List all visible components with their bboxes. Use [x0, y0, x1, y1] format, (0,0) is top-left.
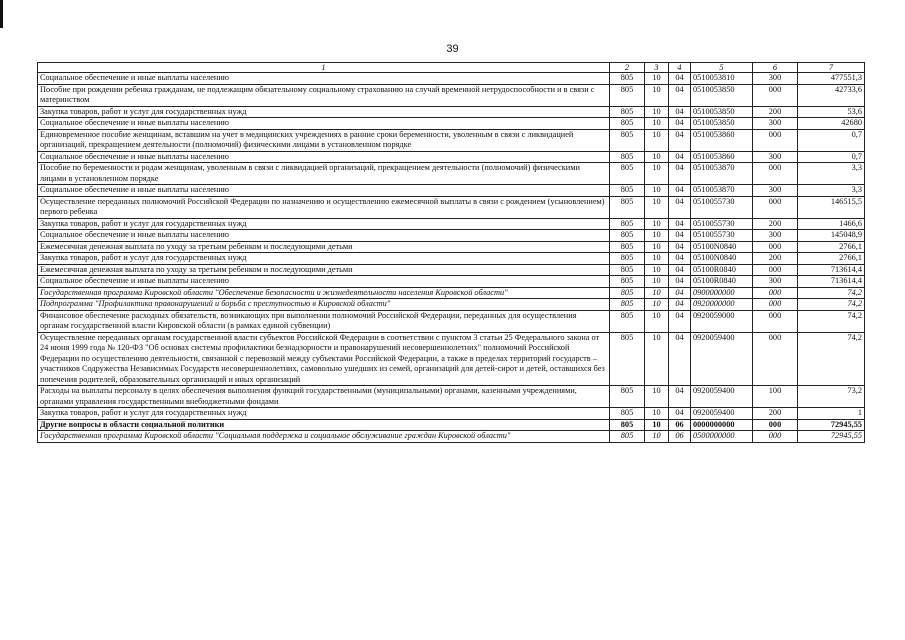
- cell-amount: 713614,4: [798, 264, 865, 276]
- cell-expense-type: 200: [753, 218, 798, 230]
- cell-expense-type: 300: [753, 185, 798, 197]
- row-description: Финансовое обеспечение расходных обязательств, возникающих при выполнении полномочий Российской Федерации, переданных для осуществления органам государственной власти Кировской области (в рамках единой субвенции): [38, 310, 610, 332]
- table-header-row: [38, 63, 865, 73]
- cell-section: 10: [645, 287, 669, 299]
- cell-amount: 74,2: [798, 299, 865, 311]
- column-header: 7: [798, 63, 865, 73]
- column-header: 2: [610, 63, 645, 73]
- cell-subsection: 04: [669, 196, 691, 218]
- cell-department: 805: [610, 253, 645, 265]
- cell-subsection: 04: [669, 230, 691, 242]
- table-row: [38, 151, 865, 163]
- cell-section: 10: [645, 386, 669, 408]
- cell-amount: 1466,6: [798, 218, 865, 230]
- cell-department: 805: [610, 196, 645, 218]
- row-description: Осуществление переданных полномочий Российской Федерации по назначению и осуществлению ежемесячной выплаты в связи с рождением (усыновлением) первого ребенка: [38, 196, 610, 218]
- cell-subsection: 04: [669, 151, 691, 163]
- cell-subsection: 04: [669, 253, 691, 265]
- cell-department: 805: [610, 118, 645, 130]
- cell-department: 805: [610, 230, 645, 242]
- cell-section: 10: [645, 299, 669, 311]
- cell-target-article: 0510053850: [691, 118, 753, 130]
- cell-target-article: 05100N0840: [691, 241, 753, 253]
- cell-section: 10: [645, 218, 669, 230]
- row-description: Закупка товаров, работ и услуг для государственных нужд: [38, 253, 610, 265]
- row-description: Расходы на выплаты персоналу в целях обеспечения выполнения функций государственными (муниципальными) органами, казенными учреждениями, органами управления государственными внебюджетными фондами: [38, 386, 610, 408]
- cell-subsection: 04: [669, 118, 691, 130]
- cell-expense-type: 000: [753, 129, 798, 151]
- row-description: Пособие по беременности и родам женщинам, уволенным в связи с ликвидацией организаций, прекращением деятельности (полномочий) физическими лицами в установленном порядке: [38, 163, 610, 185]
- cell-amount: 42680: [798, 118, 865, 130]
- cell-amount: 2766,1: [798, 253, 865, 265]
- cell-target-article: 0510055730: [691, 230, 753, 242]
- cell-department: 805: [610, 431, 645, 443]
- cell-subsection: 04: [669, 264, 691, 276]
- cell-target-article: 0920059400: [691, 332, 753, 386]
- cell-section: 10: [645, 253, 669, 265]
- cell-department: 805: [610, 287, 645, 299]
- cell-expense-type: 000: [753, 241, 798, 253]
- cell-expense-type: 300: [753, 276, 798, 288]
- cell-expense-type: 300: [753, 151, 798, 163]
- cell-target-article: 0900000000: [691, 287, 753, 299]
- cell-amount: 74,2: [798, 310, 865, 332]
- table-row: [38, 253, 865, 265]
- cell-section: 10: [645, 84, 669, 106]
- row-description: Ежемесячная денежная выплата по уходу за третьим ребенком и последующими детьми: [38, 241, 610, 253]
- cell-expense-type: 000: [753, 310, 798, 332]
- cell-department: 805: [610, 185, 645, 197]
- row-description: Социальное обеспечение и иные выплаты населению: [38, 230, 610, 242]
- cell-department: 805: [610, 310, 645, 332]
- cell-section: 10: [645, 185, 669, 197]
- cell-target-article: 0920059400: [691, 386, 753, 408]
- cell-amount: 3,3: [798, 163, 865, 185]
- cell-target-article: 0510053810: [691, 73, 753, 85]
- cell-section: 10: [645, 241, 669, 253]
- table-row: [38, 241, 865, 253]
- cell-target-article: 0920059000: [691, 310, 753, 332]
- cell-subsection: 04: [669, 241, 691, 253]
- cell-expense-type: 000: [753, 163, 798, 185]
- table-row: [38, 332, 865, 386]
- row-description: Закупка товаров, работ и услуг для государственных нужд: [38, 218, 610, 230]
- cell-section: 10: [645, 310, 669, 332]
- table-row: [38, 419, 865, 431]
- table-row: [38, 73, 865, 85]
- row-description: Подпрограмма "Профилактика правонарушений и борьба с преступностью в Кировской области": [38, 299, 610, 311]
- cell-subsection: 04: [669, 310, 691, 332]
- column-header: 6: [753, 63, 798, 73]
- cell-expense-type: 300: [753, 73, 798, 85]
- row-description: Социальное обеспечение и иные выплаты населению: [38, 276, 610, 288]
- cell-section: 10: [645, 230, 669, 242]
- cell-department: 805: [610, 276, 645, 288]
- cell-section: 10: [645, 408, 669, 420]
- cell-amount: 0,7: [798, 129, 865, 151]
- cell-department: 805: [610, 241, 645, 253]
- table-body: [38, 73, 865, 443]
- cell-section: 10: [645, 151, 669, 163]
- cell-expense-type: 200: [753, 408, 798, 420]
- table-row: [38, 106, 865, 118]
- row-description: Ежемесячная денежная выплата по уходу за третьим ребенком и последующими детьми: [38, 264, 610, 276]
- cell-amount: 74,2: [798, 287, 865, 299]
- cell-subsection: 04: [669, 106, 691, 118]
- cell-department: 805: [610, 84, 645, 106]
- row-description: Осуществление переданных органам государственной власти субъектов Российской Федерации в соответствии с пунктом 3 статьи 25 Федерального закона от 24 июня 1999 года № 120-ФЗ "Об основах системы профилактики безнадзорности и правонарушений несовершеннолетних" полномочий Российской Федерации по осуществлению деятельности, связанной с перевозкой между субъектами Российской Федерации, а также в пределах территорий государств – участников Содружества Независимых Государств несовершеннолетних, самовольно ушедших из семей, организаций для детей-сирот и детей, оставшихся без попечения родителей, образовательных организаций и иных организаций: [38, 332, 610, 386]
- cell-target-article: 0510053860: [691, 129, 753, 151]
- column-header: 4: [669, 63, 691, 73]
- cell-target-article: 0920059400: [691, 408, 753, 420]
- cell-target-article: 05100R0840: [691, 264, 753, 276]
- cell-subsection: 04: [669, 332, 691, 386]
- cell-expense-type: 000: [753, 299, 798, 311]
- cell-target-article: 0510055730: [691, 196, 753, 218]
- cell-target-article: 0510053870: [691, 163, 753, 185]
- cell-amount: 53,6: [798, 106, 865, 118]
- cell-expense-type: 000: [753, 264, 798, 276]
- table-row: [38, 230, 865, 242]
- cell-amount: 145048,9: [798, 230, 865, 242]
- margin-mark: [0, 0, 3, 28]
- row-description: Социальное обеспечение и иные выплаты населению: [38, 185, 610, 197]
- row-description: Государственная программа Кировской области "Обеспечение безопасности и жизнедеятельности населения Кировской области": [38, 287, 610, 299]
- cell-subsection: 04: [669, 299, 691, 311]
- cell-section: 10: [645, 264, 669, 276]
- cell-subsection: 04: [669, 276, 691, 288]
- cell-expense-type: 200: [753, 253, 798, 265]
- cell-section: 10: [645, 73, 669, 85]
- table-row: [38, 408, 865, 420]
- row-description: Единовременное пособие женщинам, вставшим на учет в медицинских учреждениях в ранние сроки беременности, уволенным в связи с ликвидацией организаций, прекращением деятельности (полномочий) физическими лицами в установленном порядке: [38, 129, 610, 151]
- cell-section: 10: [645, 431, 669, 443]
- cell-target-article: 05100N0840: [691, 253, 753, 265]
- cell-expense-type: 000: [753, 431, 798, 443]
- cell-amount: 73,2: [798, 386, 865, 408]
- cell-subsection: 04: [669, 386, 691, 408]
- cell-section: 10: [645, 163, 669, 185]
- page-number: 39: [446, 43, 459, 55]
- table-row: [38, 386, 865, 408]
- row-description: Социальное обеспечение и иные выплаты населению: [38, 118, 610, 130]
- row-description: Государственная программа Кировской области "Социальная поддержка и социальное обслуживание граждан Кировской области": [38, 431, 610, 443]
- cell-amount: 0,7: [798, 151, 865, 163]
- cell-target-article: 0510053870: [691, 185, 753, 197]
- budget-table: [37, 62, 865, 443]
- cell-department: 805: [610, 408, 645, 420]
- cell-department: 805: [610, 332, 645, 386]
- cell-section: 10: [645, 196, 669, 218]
- cell-section: 10: [645, 118, 669, 130]
- column-header: 5: [691, 63, 753, 73]
- cell-department: 805: [610, 386, 645, 408]
- cell-section: 10: [645, 106, 669, 118]
- cell-target-article: 0510053850: [691, 84, 753, 106]
- cell-amount: 477551,3: [798, 73, 865, 85]
- table-row: [38, 218, 865, 230]
- cell-target-article: 0510053860: [691, 151, 753, 163]
- row-description: Социальное обеспечение и иные выплаты населению: [38, 151, 610, 163]
- cell-section: 10: [645, 419, 669, 431]
- cell-expense-type: 300: [753, 230, 798, 242]
- cell-expense-type: 000: [753, 332, 798, 386]
- cell-amount: 713614,4: [798, 276, 865, 288]
- cell-expense-type: 200: [753, 106, 798, 118]
- table-row: [38, 163, 865, 185]
- cell-section: 10: [645, 332, 669, 386]
- cell-amount: 146515,5: [798, 196, 865, 218]
- column-header: 1: [38, 63, 610, 73]
- table-row: [38, 431, 865, 443]
- cell-subsection: 06: [669, 419, 691, 431]
- cell-subsection: 04: [669, 218, 691, 230]
- cell-department: 805: [610, 218, 645, 230]
- cell-target-article: 0510055730: [691, 218, 753, 230]
- cell-expense-type: 100: [753, 386, 798, 408]
- cell-subsection: 04: [669, 84, 691, 106]
- cell-amount: 3,3: [798, 185, 865, 197]
- row-description: Закупка товаров, работ и услуг для государственных нужд: [38, 408, 610, 420]
- cell-subsection: 06: [669, 431, 691, 443]
- cell-section: 10: [645, 129, 669, 151]
- cell-department: 805: [610, 151, 645, 163]
- row-description: Пособие при рождении ребенка гражданам, не подлежащим обязательному социальному страхованию на случай временной нетрудоспособности и в связи с материнством: [38, 84, 610, 106]
- column-header: 3: [645, 63, 669, 73]
- cell-amount: 74,2: [798, 332, 865, 386]
- cell-target-article: 0500000000: [691, 431, 753, 443]
- table-row: [38, 196, 865, 218]
- cell-department: 805: [610, 73, 645, 85]
- cell-target-article: 0000000000: [691, 419, 753, 431]
- cell-target-article: 0920000000: [691, 299, 753, 311]
- cell-subsection: 04: [669, 163, 691, 185]
- cell-amount: 72945,55: [798, 419, 865, 431]
- cell-department: 805: [610, 163, 645, 185]
- table-row: [38, 129, 865, 151]
- table-row: [38, 299, 865, 311]
- cell-target-article: 0510053850: [691, 106, 753, 118]
- cell-expense-type: 300: [753, 118, 798, 130]
- row-description: Закупка товаров, работ и услуг для государственных нужд: [38, 106, 610, 118]
- cell-expense-type: 000: [753, 84, 798, 106]
- cell-amount: 72945,55: [798, 431, 865, 443]
- table-row: [38, 276, 865, 288]
- table-row: [38, 310, 865, 332]
- table-row: [38, 84, 865, 106]
- cell-section: 10: [645, 276, 669, 288]
- cell-subsection: 04: [669, 287, 691, 299]
- cell-subsection: 04: [669, 185, 691, 197]
- table-row: [38, 287, 865, 299]
- row-description: Другие вопросы в области социальной политики: [38, 419, 610, 431]
- cell-department: 805: [610, 299, 645, 311]
- cell-subsection: 04: [669, 73, 691, 85]
- cell-expense-type: 000: [753, 287, 798, 299]
- table-row: [38, 118, 865, 130]
- cell-department: 805: [610, 264, 645, 276]
- table-row: [38, 185, 865, 197]
- cell-target-article: 05100R0840: [691, 276, 753, 288]
- cell-department: 805: [610, 129, 645, 151]
- row-description: Социальное обеспечение и иные выплаты населению: [38, 73, 610, 85]
- cell-expense-type: 000: [753, 196, 798, 218]
- table-row: [38, 264, 865, 276]
- cell-amount: 42733,6: [798, 84, 865, 106]
- cell-subsection: 04: [669, 408, 691, 420]
- cell-subsection: 04: [669, 129, 691, 151]
- cell-amount: 1: [798, 408, 865, 420]
- cell-department: 805: [610, 419, 645, 431]
- cell-department: 805: [610, 106, 645, 118]
- cell-expense-type: 000: [753, 419, 798, 431]
- cell-amount: 2766,1: [798, 241, 865, 253]
